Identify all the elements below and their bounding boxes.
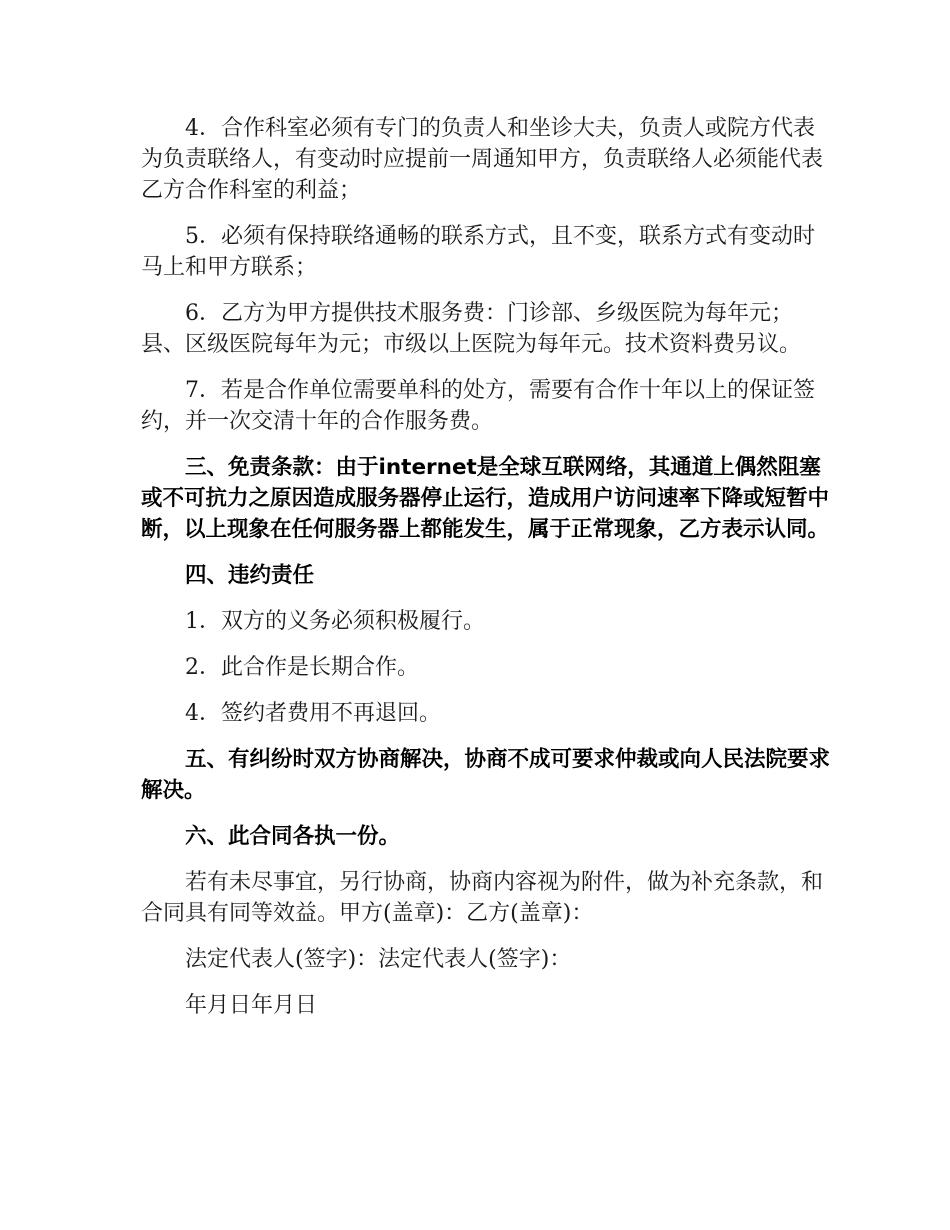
clause-paragraph-7: 7．若是合作单位需要单科的处方，需要有合作十年以上的保证签约，并一次交清十年的合作服务费。 <box>141 378 815 434</box>
clause-paragraph-5: 5．必须有保持联络通畅的联系方式，且不变，联系方式有变动时马上和甲方联系； <box>141 224 815 280</box>
breach-item-1: 1．双方的义务必须积极履行。 <box>185 609 485 634</box>
section-dispute: 五、有纠纷时双方协商解决，协商不成可要求仲裁或向人民法院要求解决。 <box>141 747 831 803</box>
supplement-paragraph: 若有未尽事宜，另行协商，协商内容视为附件，做为补充条款，和合同具有同等效益。甲方(盖章)：乙方(盖章)： <box>141 870 824 926</box>
breach-item-2: 2．此合作是长期合作。 <box>185 655 419 680</box>
breach-item-4: 4．签约者费用不再退回。 <box>185 701 441 726</box>
signature-line: 法定代表人(签字)：法定代表人(签字)： <box>185 947 572 972</box>
section-heading-breach: 四、违约责任 <box>185 563 315 588</box>
date-line: 年月日年月日 <box>185 993 318 1018</box>
section-disclaimer: 三、免责条款：由于internet是全球互联网络，其通道上偶然阻塞或不可抗力之原因造成服务器停止运行，造成用户访问速率下降或短暂中断，以上现象在任何服务器上都能发生，属于正常现象，乙方表示认同。 <box>141 455 830 542</box>
document-body <box>141 113 831 1036</box>
section-copies: 六、此合同各执一份。 <box>185 824 401 849</box>
clause-paragraph-6: 6．乙方为甲方提供技术服务费：门诊部、乡级医院为每年元；县、区级医院每年为元；市级以上医院为每年元。技术资料费另议。 <box>141 301 802 357</box>
clause-paragraph-4: 4．合作科室必须有专门的负责人和坐诊大夫，负责人或院方代表为负责联络人，有变动时应提前一周通知甲方，负责联络人必须能代表乙方合作科室的利益； <box>141 116 824 203</box>
